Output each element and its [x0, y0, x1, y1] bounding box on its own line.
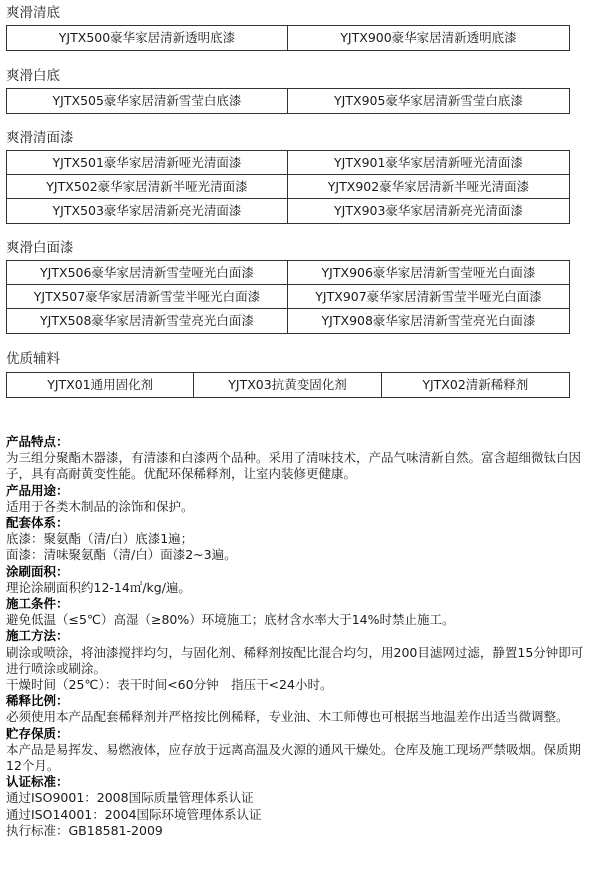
product-cell: YJTX902豪华家居清新半哑光清面漆 [288, 175, 569, 199]
text-method: 刷涂或喷涂，将油漆搅拌均匀，与固化剂、稀释剂按配比混合均匀，用200目滤网过滤，静置15分钟即可进行喷涂或刷涂。 [6, 644, 584, 676]
product-cell: YJTX502豪华家居清新半哑光清面漆 [7, 175, 288, 199]
group-title-clear-topcoat: 爽滑清面漆 [6, 130, 74, 146]
heading-dilution: 稀释比例： [6, 693, 69, 709]
text-cert-iso14001: 通过ISO14001：2004国际环境管理体系认证 [6, 806, 262, 822]
product-cell: YJTX900豪华家居清新透明底漆 [340, 30, 517, 45]
product-table-clear-topcoat [6, 150, 570, 224]
heading-usage: 产品用途： [6, 482, 69, 498]
product-cell: YJTX906豪华家居清新雪莹哑光白面漆 [288, 261, 569, 285]
heading-storage: 贮存保质： [6, 725, 69, 741]
heading-system: 配套体系： [6, 515, 69, 531]
product-info [6, 434, 594, 839]
product-table-auxiliaries [6, 372, 570, 398]
heading-features: 产品特点： [6, 434, 69, 449]
text-usage: 适用于各类木制品的涂饰和保护。 [6, 498, 194, 514]
text-cert-iso9001: 通过ISO9001：2008国际质量管理体系认证 [6, 790, 254, 806]
product-cell: YJTX507豪华家居清新雪莹半哑光白面漆 [7, 285, 288, 309]
group-title-white-topcoat: 爽滑白面漆 [6, 240, 74, 256]
text-dilution: 必须使用本产品配套稀释剂并严格按比例稀释，专业油、木工师傅也可根据当地温差作出适当微调整。 [6, 709, 569, 725]
product-cell: YJTX503豪华家居清新亮光清面漆 [7, 199, 288, 223]
product-cell: YJTX505豪华家居清新雪莹白底漆 [7, 89, 288, 113]
text-features: 为三组分聚酯木器漆，有清漆和白漆两个品种。采用了清味技术，产品气味清新自然。富含超细微钛白因子，具有高耐黄变性能。优配环保稀释剂，让室内装修更健康。 [6, 450, 582, 482]
heading-certification: 认证标准： [6, 774, 69, 790]
product-cell: YJTX501豪华家居清新哑光清面漆 [7, 151, 288, 175]
text-system-primer: 底漆：聚氨酯（清/白）底漆1遍； [6, 531, 194, 547]
product-cell: YJTX907豪华家居清新雪莹半哑光白面漆 [288, 285, 569, 309]
group-title-white-primer: 爽滑白底 [6, 68, 60, 84]
product-table-white-primer [6, 88, 570, 114]
group-title-clear-primer: 爽滑清底 [6, 5, 60, 21]
text-standard: 执行标准：GB18581-2009 [6, 822, 163, 838]
heading-method: 施工方法： [6, 628, 69, 644]
product-cell: YJTX02清新稀释剂 [422, 377, 529, 392]
text-conditions: 避免低温（≤5℃）高湿（≥80%）环境施工；底材含水率大于14%时禁止施工。 [6, 612, 455, 628]
product-cell: YJTX901豪华家居清新哑光清面漆 [288, 151, 569, 175]
text-system-topcoat: 面漆：清味聚氨酯（清/白）面漆2~3遍。 [6, 547, 237, 563]
product-cell: YJTX508豪华家居清新雪莹亮光白面漆 [7, 309, 288, 333]
product-cell: YJTX506豪华家居清新雪莹哑光白面漆 [7, 261, 288, 285]
product-cell: YJTX01通用固化剂 [7, 373, 194, 397]
group-title-auxiliaries: 优质辅料 [6, 351, 60, 367]
product-cell: YJTX908豪华家居清新雪莹亮光白面漆 [321, 313, 536, 328]
heading-conditions: 施工条件： [6, 596, 69, 612]
product-table-white-topcoat [6, 260, 570, 334]
product-table-clear-primer [6, 25, 570, 51]
text-storage: 本产品是易挥发、易燃液体，应存放于远离高温及火源的通风干燥处。仓库及施工现场严禁吸烟。保质期12个月。 [6, 741, 582, 774]
product-cell: YJTX500豪华家居清新透明底漆 [7, 26, 288, 50]
text-drying-time: 干燥时间（25℃）：表干时间<60分钟 指压干<24小时。 [6, 677, 333, 693]
product-cell: YJTX905豪华家居清新雪莹白底漆 [334, 93, 523, 108]
heading-coverage: 涂刷面积： [6, 563, 69, 579]
text-coverage: 理论涂刷面积约12-14㎡/kg/遍。 [6, 579, 191, 595]
product-cell: YJTX903豪华家居清新亮光清面漆 [334, 203, 523, 218]
product-cell: YJTX03抗黄变固化剂 [194, 373, 381, 397]
